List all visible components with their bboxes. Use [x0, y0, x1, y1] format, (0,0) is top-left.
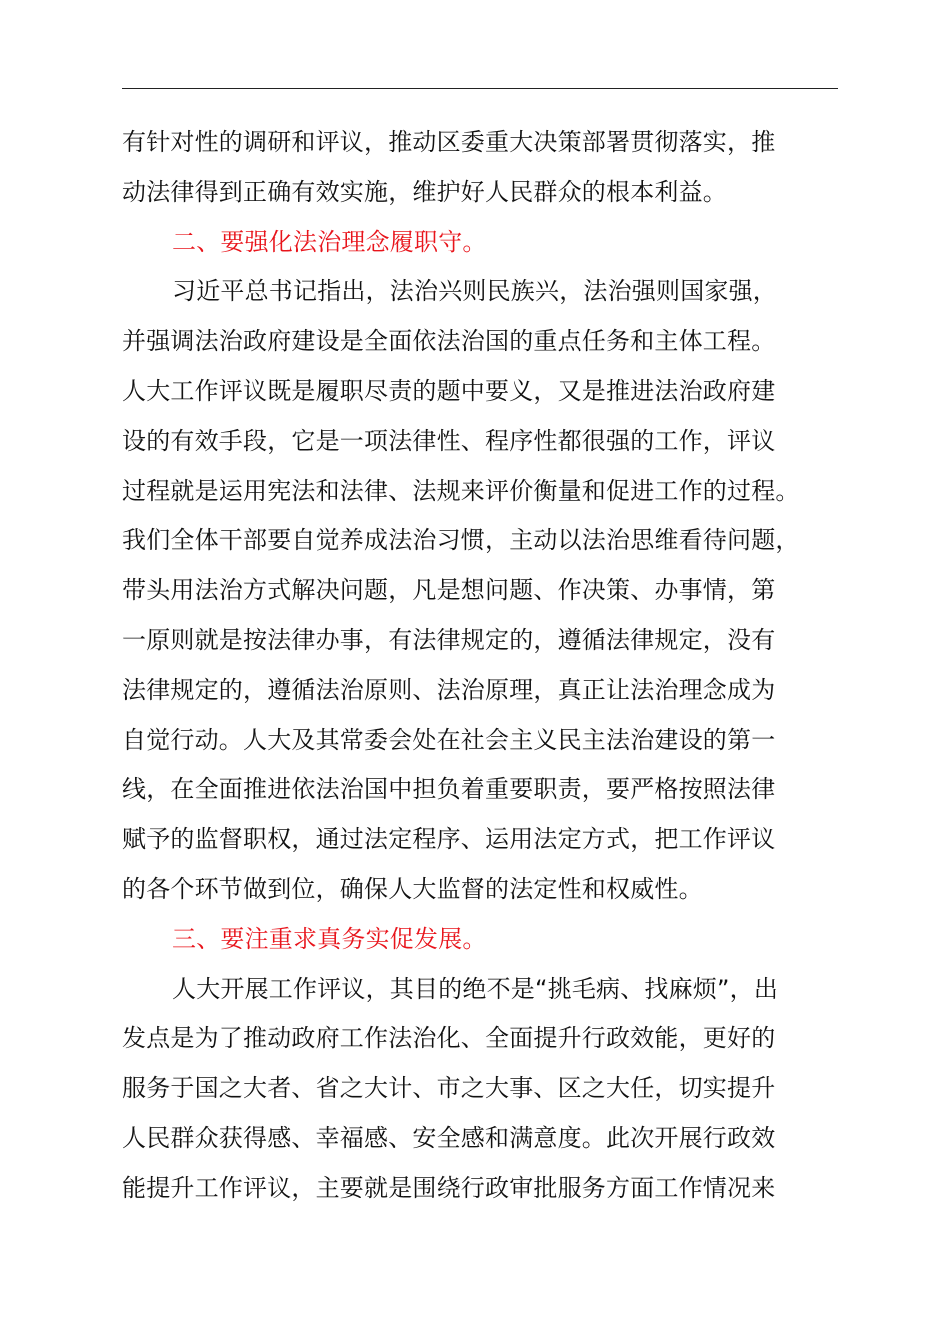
header-rule — [122, 88, 838, 89]
text-line: 服务于国之大者、省之大计、市之大事、区之大任，切实提升 — [122, 1074, 776, 1103]
text-line: 的各个环节做到位，确保人大监督的法定性和权威性。 — [122, 874, 703, 903]
text-line: 一原则就是按法律办事，有法律规定的，遵循法律规定，没有 — [122, 625, 776, 654]
text-line: 人民群众获得感、幸福感、安全感和满意度。此次开展行政效 — [122, 1123, 776, 1152]
text-line: 发点是为了推动政府工作法治化、全面提升行政效能，更好的 — [122, 1024, 776, 1053]
text-line: 我们全体干部要自觉养成法治习惯，主动以法治思维看待问题， — [122, 526, 800, 555]
text-line: 设的有效手段，它是一项法律性、程序性都很强的工作，评议 — [122, 426, 776, 455]
section-heading-3: 三、要注重求真务实促发展。 — [172, 924, 487, 953]
text-line: 习近平总书记指出，法治兴则民族兴，法治强则国家强， — [172, 277, 777, 306]
text-line: 带头用法治方式解决问题，凡是想问题、作决策、办事情，第 — [122, 576, 776, 605]
section-heading-2: 二、要强化法治理念履职守。 — [172, 227, 487, 256]
text-line: 动法律得到正确有效实施，维护好人民群众的根本利益。 — [122, 177, 727, 206]
text-line: 有针对性的调研和评议，推动区委重大决策部署贯彻落实，推 — [122, 128, 776, 156]
text-line: 线，在全面推进依法治国中担负着重要职责，要严格按照法律 — [122, 775, 776, 804]
text-line: 法律规定的，遵循法治原则、法治原理，真正让法治理念成为 — [122, 675, 776, 704]
text-line: 能提升工作评议，主要就是围绕行政审批服务方面工作情况来 — [122, 1173, 776, 1202]
text-line: 过程就是运用宪法和法律、法规来评价衡量和促进工作的过程。 — [122, 476, 800, 505]
text-line: 人大工作评议既是履职尽责的题中要义，又是推进法治政府建 — [122, 376, 776, 405]
text-line: 并强调法治政府建设是全面依法治国的重点任务和主体工程。 — [122, 327, 776, 356]
text-line: 自觉行动。人大及其常委会处在社会主义民主法治建设的第一 — [122, 725, 776, 754]
document-body — [122, 118, 842, 1214]
text-line: 赋予的监督职权，通过法定程序、运用法定方式，把工作评议 — [122, 825, 776, 854]
text-line: 人大开展工作评议，其目的绝不是“挑毛病、找麻烦”，出 — [172, 974, 779, 1003]
